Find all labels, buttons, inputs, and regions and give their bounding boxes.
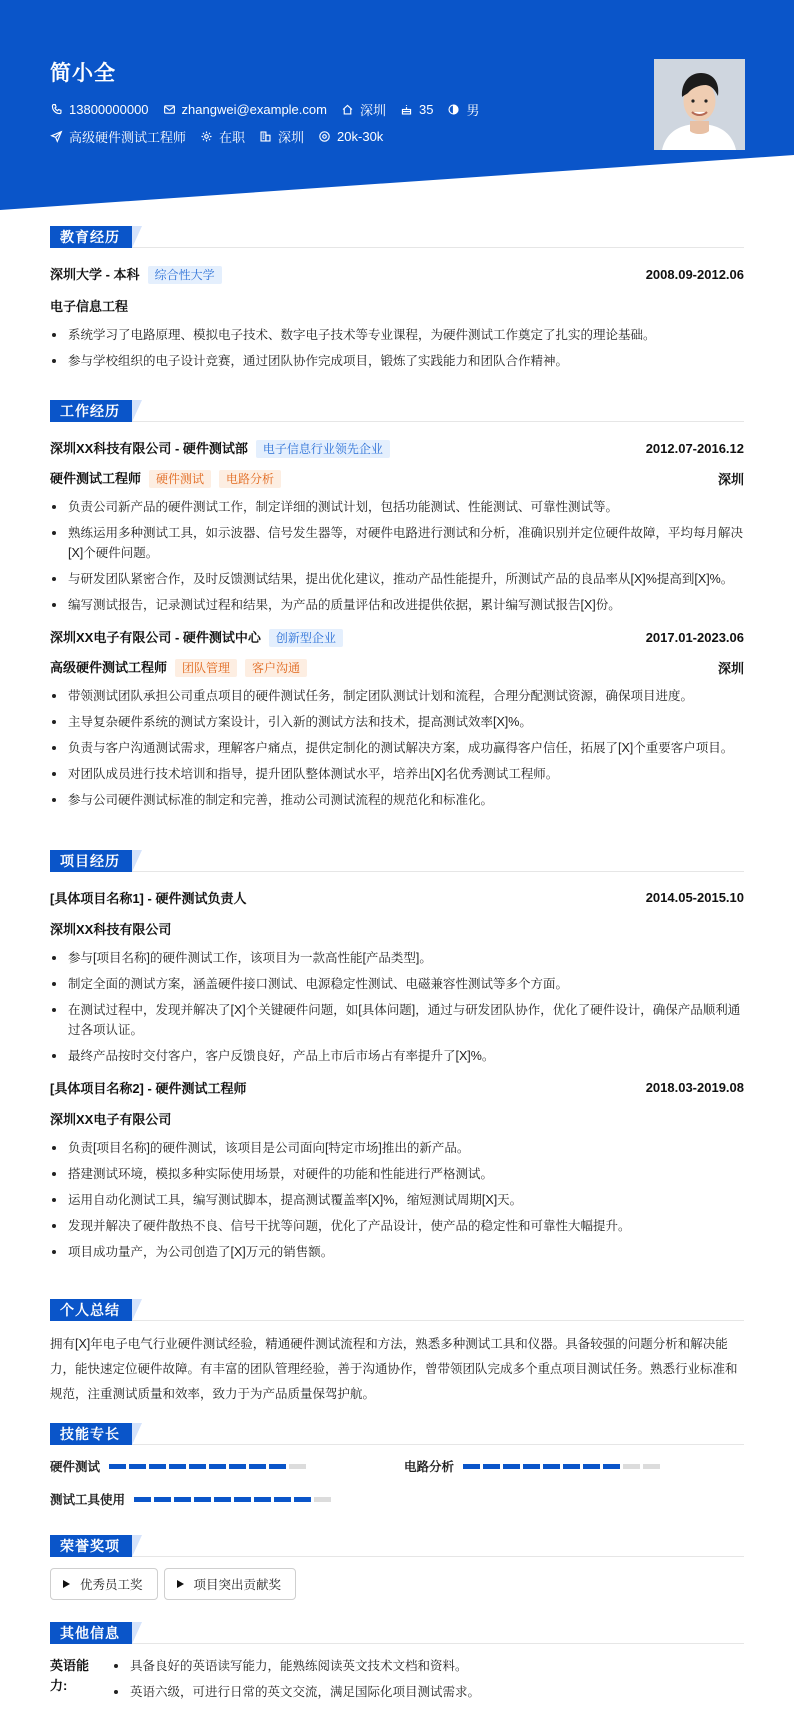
job-role: 高级硬件测试工程师	[50, 660, 168, 675]
list-item: 主导复杂硬件系统的测试方案设计，引入新的测试方法和技术，提高测试效率[X]%。	[50, 712, 744, 732]
avatar-image	[654, 59, 745, 150]
other-title: 其他信息	[50, 1622, 132, 1644]
education-row	[50, 264, 744, 284]
skill-level-bar	[134, 1497, 334, 1502]
list-item: 带领测试团队承担公司重点项目的硬件测试任务，制定团队测试计划和流程，合理分配测试资源，确保项目进度。	[50, 686, 744, 706]
job-date: 2012.07-2016.12	[645, 440, 744, 456]
skill-level-segment	[154, 1497, 171, 1502]
award-item	[50, 1568, 158, 1600]
target-job-text: 高级硬件测试工程师	[69, 130, 187, 145]
awards-title: 荣誉奖项	[50, 1535, 132, 1557]
status-item	[200, 127, 245, 146]
target-city-item	[259, 127, 304, 146]
gender-icon	[447, 103, 460, 116]
skill-level-segment	[109, 1464, 126, 1469]
phone-item	[50, 102, 149, 117]
skills-title: 技能专长	[50, 1423, 132, 1445]
profile-photo	[654, 59, 745, 150]
location-text: 深圳	[359, 103, 386, 118]
job-company: 深圳XX电子有限公司 - 硬件测试中心	[50, 630, 261, 645]
awards-list	[50, 1568, 744, 1600]
job-role-row	[50, 468, 744, 488]
list-item: 搭建测试环境，模拟多种实际使用场景，对硬件的功能和性能进行严格测试。	[50, 1164, 744, 1184]
skill-level-segment	[149, 1464, 166, 1469]
other-header	[50, 1622, 744, 1644]
job-company: 深圳XX科技有限公司 - 硬件测试部	[50, 441, 248, 456]
job-info-row	[50, 127, 397, 146]
awards-header	[50, 1535, 744, 1557]
list-item: 负责公司新产品的硬件测试工作，制定详细的测试计划，包括功能测试、性能测试、可靠性测试等。	[50, 497, 744, 517]
list-item: 与研发团队紧密合作，及时反馈测试结果，提出优化建议，推动产品性能提升，所测试产品的良品率从[X]%提高到[X]%。	[50, 569, 744, 589]
job-company-group	[50, 627, 343, 647]
list-item: 负责[项目名称]的硬件测试，该项目是公司面向[特定市场]推出的新产品。	[50, 1138, 744, 1158]
award-name: 优秀员工奖	[80, 1578, 143, 1592]
education-major: 电子信息工程	[50, 299, 129, 314]
job-bullets	[50, 497, 744, 615]
candidate-name: 简小全	[50, 62, 116, 85]
job-bullets	[50, 686, 744, 810]
skill-level-segment	[254, 1497, 271, 1502]
skill-level-segment	[463, 1464, 480, 1469]
home-icon	[341, 103, 354, 116]
job-role: 硬件测试工程师	[50, 471, 142, 486]
job-role-group	[50, 468, 281, 488]
job-row	[50, 627, 744, 647]
mail-icon	[163, 103, 176, 116]
list-item: 具备良好的英语读写能力，能熟练阅读英文技术文档和资料。	[112, 1656, 480, 1676]
gender-text: 男	[466, 103, 480, 118]
project-company: 深圳XX电子有限公司	[50, 1112, 172, 1127]
skill-level-segment	[269, 1464, 286, 1469]
cake-icon	[400, 103, 413, 116]
role-tag: 电路分析	[219, 470, 281, 488]
location-item	[341, 100, 386, 119]
skill-level-segment	[563, 1464, 580, 1469]
skill-item	[404, 1457, 663, 1475]
building-icon	[259, 130, 272, 143]
skill-level-segment	[314, 1497, 331, 1502]
company-tag: 电子信息行业领先企业	[256, 440, 390, 458]
projects-title: 项目经历	[50, 850, 132, 872]
list-item: 英语六级，可进行日常的英文交流，满足国际化项目测试需求。	[112, 1682, 480, 1702]
project-date: 2018.03-2019.08	[645, 1080, 744, 1095]
education-date: 2008.09-2012.06	[645, 266, 744, 282]
skill-level-segment	[214, 1497, 231, 1502]
target-job-item	[50, 127, 186, 146]
job-role-row	[50, 657, 744, 677]
skill-level-segment	[249, 1464, 266, 1469]
skill-level-bar	[109, 1464, 309, 1469]
skill-item	[50, 1457, 309, 1475]
projects-header	[50, 850, 744, 872]
skill-level-segment	[603, 1464, 620, 1469]
gear-icon	[200, 130, 213, 143]
list-item: 制定全面的测试方案，涵盖硬件接口测试、电源稳定性测试、电磁兼容性测试等多个方面。	[50, 974, 744, 994]
skill-level-segment	[209, 1464, 226, 1469]
email-item	[163, 102, 327, 117]
role-tag: 团队管理	[175, 659, 237, 677]
other-row	[50, 1656, 744, 1708]
role-tag: 客户沟通	[245, 659, 307, 677]
project-row	[50, 888, 744, 907]
list-item: 负责与客户沟通测试需求，理解客户痛点，提供定制化的测试解决方案，成功赢得客户信任，拓展了[X]个重要客户项目。	[50, 738, 744, 758]
skill-name: 测试工具使用	[50, 1493, 126, 1507]
summary-header	[50, 1299, 744, 1321]
job-company-group	[50, 438, 390, 458]
education-title: 教育经历	[50, 226, 132, 248]
skills-grid	[50, 1445, 744, 1515]
skill-level-segment	[503, 1464, 520, 1469]
work-title: 工作经历	[50, 400, 132, 422]
skill-level-segment	[523, 1464, 540, 1469]
list-item: 在测试过程中，发现并解决了[X]个关键硬件问题，如[具体问题]，通过与研发团队协作，优化了硬件设计，确保产品顺利通过各项认证。	[50, 1000, 744, 1040]
project-date: 2014.05-2015.10	[645, 890, 744, 905]
skill-name: 电路分析	[404, 1460, 455, 1474]
skill-level-segment	[623, 1464, 640, 1469]
skill-level-segment	[194, 1497, 211, 1502]
skill-level-bar	[463, 1464, 663, 1469]
age-text: 35	[418, 102, 434, 117]
skill-level-segment	[543, 1464, 560, 1469]
salary-text: 20k-30k	[337, 129, 384, 144]
list-item: 对团队成员进行技术培训和指导，提升团队整体测试水平，培养出[X]名优秀测试工程师。	[50, 764, 744, 784]
target-city-text: 深圳	[278, 130, 305, 145]
awards-section	[50, 1535, 744, 1600]
gender-item	[447, 100, 479, 119]
education-school-group	[50, 264, 222, 284]
project-title: [具体项目名称1] - 硬件测试负责人	[50, 891, 247, 906]
skill-level-segment	[189, 1464, 206, 1469]
education-section	[50, 226, 744, 377]
age-item	[400, 102, 433, 117]
skill-level-segment	[643, 1464, 660, 1469]
project-title: [具体项目名称2] - 硬件测试工程师	[50, 1081, 247, 1096]
skill-level-segment	[174, 1497, 191, 1502]
phone-icon	[50, 103, 63, 116]
play-triangle-icon	[177, 1580, 184, 1588]
list-item: 参与学校组织的电子设计竞赛，通过团队协作完成项目，锻炼了实践能力和团队合作精神。	[50, 351, 744, 371]
skill-level-segment	[583, 1464, 600, 1469]
school-tag: 综合性大学	[148, 266, 222, 284]
list-item: 系统学习了电路原理、模拟电子技术、数字电子技术等专业课程，为硬件测试工作奠定了扎实的理论基础。	[50, 325, 744, 345]
work-section	[50, 400, 744, 816]
job-city: 深圳	[717, 660, 744, 676]
company-tag: 创新型企业	[269, 629, 343, 647]
skill-level-segment	[274, 1497, 291, 1502]
summary-title: 个人总结	[50, 1299, 132, 1321]
award-name: 项目突出贡献奖	[193, 1578, 282, 1592]
salary-item	[318, 129, 383, 144]
list-item: 发现并解决了硬件散热不良、信号干扰等问题，优化了产品设计，使产品的稳定性和可靠性大幅提升。	[50, 1216, 744, 1236]
award-item	[164, 1568, 297, 1600]
skills-section	[50, 1423, 744, 1515]
summary-text: 拥有[X]年电子电气行业硬件测试经验，精通硬件测试流程和方法，熟悉多种测试工具和仪器。具备较强的问题分析和解决能力，能快速定位硬件故障。有丰富的团队管理经验，善于沟通协作，曾带领团队完成多个重点项目测试任务。熟悉行业标准和规范，注重测试质量和效率，致力于为产品质量保驾护航。	[50, 1337, 738, 1401]
job-row	[50, 438, 744, 458]
job-city: 深圳	[717, 471, 744, 487]
project-bullets	[50, 948, 744, 1066]
phone-text: 13800000000	[69, 102, 149, 117]
skills-header	[50, 1423, 744, 1445]
list-item: 参与[项目名称]的硬件测试工作，该项目为一款高性能[产品类型]。	[50, 948, 744, 968]
english-bullets	[112, 1656, 480, 1708]
project-row	[50, 1078, 744, 1097]
project-company: 深圳XX科技有限公司	[50, 922, 172, 937]
skill-level-segment	[229, 1464, 246, 1469]
skill-name: 硬件测试	[50, 1460, 101, 1474]
projects-section	[50, 850, 744, 1268]
work-header	[50, 400, 744, 422]
skill-level-segment	[129, 1464, 146, 1469]
list-item: 运用自动化测试工具，编写测试脚本，提高测试覆盖率[X]%，缩短测试周期[X]天。	[50, 1190, 744, 1210]
coin-icon	[318, 130, 331, 143]
job-date: 2017.01-2023.06	[645, 629, 744, 645]
role-tag: 硬件测试	[149, 470, 211, 488]
job-role-group	[50, 657, 307, 677]
list-item: 参与公司硬件测试标准的制定和完善，推动公司测试流程的规范化和标准化。	[50, 790, 744, 810]
list-item: 熟练运用多种测试工具，如示波器、信号发生器等，对硬件电路进行测试和分析，准确识别并定位硬件故障，平均每月解决[X]个硬件问题。	[50, 523, 744, 563]
skill-level-segment	[289, 1464, 306, 1469]
email-text: zhangwei@example.com	[181, 102, 327, 117]
skill-level-segment	[294, 1497, 311, 1502]
skill-level-segment	[169, 1464, 186, 1469]
summary-section	[50, 1299, 744, 1407]
skill-level-segment	[483, 1464, 500, 1469]
school-name: 深圳大学 - 本科	[50, 267, 140, 282]
status-text: 在职	[219, 130, 246, 145]
play-triangle-icon	[63, 1580, 70, 1588]
skill-level-segment	[134, 1497, 151, 1502]
send-icon	[50, 130, 63, 143]
skill-level-segment	[234, 1497, 251, 1502]
education-bullets	[50, 325, 744, 371]
other-section	[50, 1622, 744, 1708]
list-item: 最终产品按时交付客户，客户反馈良好，产品上市后市场占有率提升了[X]%。	[50, 1046, 744, 1066]
contact-info-row	[50, 100, 493, 119]
list-item: 项目成功量产，为公司创造了[X]万元的销售额。	[50, 1242, 744, 1262]
list-item: 编写测试报告，记录测试过程和结果，为产品的质量评估和改进提供依据，累计编写测试报告[X]份。	[50, 595, 744, 615]
education-header	[50, 226, 744, 248]
project-bullets	[50, 1138, 744, 1262]
skill-item	[50, 1490, 334, 1508]
english-label: 英语能力:	[50, 1658, 90, 1693]
